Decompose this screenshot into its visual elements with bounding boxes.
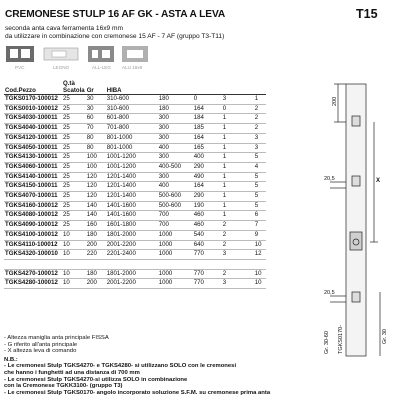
table-cell: TGKS4100-100012 bbox=[4, 230, 62, 240]
table-cell: 500-600 bbox=[158, 192, 193, 202]
table-cell: 160 bbox=[86, 221, 106, 231]
part-code-label: TGKS0170- bbox=[338, 324, 344, 354]
table-cell: 1 bbox=[222, 162, 254, 172]
table-cell bbox=[254, 259, 266, 269]
table-header-row bbox=[4, 80, 266, 95]
table-cell: 310-600 bbox=[106, 95, 158, 105]
table-cell: 164 bbox=[193, 133, 222, 143]
table-cell: 801-1000 bbox=[106, 133, 158, 143]
table-cell: 10 bbox=[62, 250, 86, 260]
table-cell: 1000 bbox=[158, 279, 193, 289]
table-cell: 10 bbox=[62, 240, 86, 250]
table-cell: 25 bbox=[62, 201, 86, 211]
table-cell: TGKS4280-100012 bbox=[4, 279, 62, 289]
table-cell: 1 bbox=[222, 172, 254, 182]
table-cell: 701-800 bbox=[106, 124, 158, 134]
table-cell: 1 bbox=[222, 182, 254, 192]
table-cell: 1401-1600 bbox=[106, 211, 158, 221]
table-cell: 5 bbox=[254, 182, 266, 192]
table-cell: 6 bbox=[254, 211, 266, 221]
table-row bbox=[4, 182, 266, 192]
page-title: CREMONESE STULP 16 AF GK - ASTA A LEVA bbox=[5, 9, 226, 20]
table-cell: 1201-1400 bbox=[106, 172, 158, 182]
table-cell: 200 bbox=[86, 240, 106, 250]
table-cell: 3 bbox=[254, 143, 266, 153]
subtitle-line-2: da utilizzare in combinazione con cremonese 15 AF - 7 AF (gruppo T3-T11) bbox=[5, 33, 225, 40]
dim-20-5-bottom: 20,5 bbox=[324, 290, 335, 296]
dim-x: X bbox=[376, 178, 381, 184]
table-cell: 700 bbox=[158, 211, 193, 221]
table-cell: 1 bbox=[222, 114, 254, 124]
icon-label-all-leg: ALL-LEG bbox=[92, 65, 111, 70]
note-line-3: - X altezza leva di comando bbox=[4, 348, 77, 355]
nb-heading: N.B.: bbox=[4, 356, 18, 363]
table-cell: 1 bbox=[222, 143, 254, 153]
table-row bbox=[4, 259, 266, 269]
table-cell: 5 bbox=[254, 172, 266, 182]
nb-line-2: - Le cremonesi Stulp TGKS4270-si utilizza SOLO in combinazione bbox=[4, 376, 188, 383]
table-row bbox=[4, 143, 266, 153]
table-cell: 1601-1800 bbox=[106, 221, 158, 231]
table-cell: 1000 bbox=[158, 250, 193, 260]
table-cell bbox=[106, 259, 158, 269]
table-cell: TGKS4050-100011 bbox=[4, 143, 62, 153]
col-header-7 bbox=[254, 80, 266, 95]
table-cell: 400 bbox=[158, 143, 193, 153]
table-cell: TGKS4270-100012 bbox=[4, 269, 62, 279]
table-cell: 25 bbox=[62, 172, 86, 182]
table-cell: 180 bbox=[158, 104, 193, 114]
dim-200: 200 bbox=[332, 96, 338, 106]
table-cell: 1201-1400 bbox=[106, 182, 158, 192]
table-row bbox=[4, 201, 266, 211]
table-cell: 10 bbox=[254, 240, 266, 250]
table-cell: 120 bbox=[86, 172, 106, 182]
pvc-profile-icon bbox=[6, 46, 34, 70]
table-row bbox=[4, 211, 266, 221]
table-cell: 1000 bbox=[158, 230, 193, 240]
icon-label-legno: LEGNO bbox=[53, 65, 70, 70]
table-cell bbox=[222, 259, 254, 269]
table-cell: 60 bbox=[86, 114, 106, 124]
nb-line-3: - Le cremonesi Stulp TGKS0170- angolo incorporato soluzione S.F.M. su cremonese prima anta bbox=[4, 389, 271, 396]
table-cell: 1401-1600 bbox=[106, 201, 158, 211]
aluminium-16x9-profile-icon bbox=[122, 46, 148, 70]
table-cell: 2 bbox=[254, 104, 266, 114]
table-cell: 700 bbox=[158, 221, 193, 231]
table-cell: 290 bbox=[193, 162, 222, 172]
table-cell: 300 bbox=[158, 133, 193, 143]
table-cell: 10 bbox=[254, 269, 266, 279]
table-row bbox=[4, 172, 266, 182]
table-row bbox=[4, 133, 266, 143]
table-cell: 1801-2000 bbox=[106, 269, 158, 279]
col-header-code: Cod.Pezzo bbox=[4, 80, 62, 95]
table-cell: 460 bbox=[193, 211, 222, 221]
table-cell: 2 bbox=[254, 124, 266, 134]
table-cell: TGKS4140-100011 bbox=[4, 172, 62, 182]
table-cell: 200 bbox=[86, 279, 106, 289]
product-table bbox=[4, 80, 266, 289]
table-cell: TGKS4080-100012 bbox=[4, 211, 62, 221]
table-cell bbox=[62, 259, 86, 269]
table-cell: TGKS0010-100012 bbox=[4, 104, 62, 114]
table-cell: 30 bbox=[86, 104, 106, 114]
table-cell: 164 bbox=[193, 104, 222, 114]
subtitle-line-1: seconda anta cava ferramenta 16x9 mm bbox=[5, 25, 124, 32]
drawing-svg bbox=[290, 82, 398, 360]
table-cell: 300 bbox=[158, 172, 193, 182]
table-cell: 1 bbox=[222, 124, 254, 134]
nb-line-1b: che hanno i funghetti ad una distanza di 700 mm bbox=[4, 369, 140, 376]
table-cell: 1 bbox=[254, 95, 266, 105]
table-cell: 220 bbox=[86, 250, 106, 260]
nb-line-1: - Le cremonesi Stulp TGKS4270- e TGKS4280- si utilizzano SOLO con le cremonesi bbox=[4, 363, 237, 370]
table-cell: TGKS4150-100011 bbox=[4, 182, 62, 192]
table-cell: 100 bbox=[86, 162, 106, 172]
table-cell: 25 bbox=[62, 124, 86, 134]
table-cell: 25 bbox=[62, 221, 86, 231]
table-cell: TGKS4060-100011 bbox=[4, 162, 62, 172]
table-cell: 184 bbox=[193, 114, 222, 124]
table-cell: 1 bbox=[222, 211, 254, 221]
table-cell: 180 bbox=[158, 95, 193, 105]
table-cell: 5 bbox=[254, 201, 266, 211]
table-cell: 2 bbox=[222, 221, 254, 231]
table-cell: 1000 bbox=[158, 240, 193, 250]
table-cell: 10 bbox=[254, 279, 266, 289]
table-row bbox=[4, 279, 266, 289]
table-row bbox=[4, 124, 266, 134]
table-cell: 2 bbox=[222, 240, 254, 250]
table-cell: 2001-2200 bbox=[106, 240, 158, 250]
table-cell: 30 bbox=[86, 95, 106, 105]
table-row bbox=[4, 269, 266, 279]
table-row bbox=[4, 104, 266, 114]
table-cell: 100 bbox=[86, 153, 106, 163]
table-cell: 25 bbox=[62, 182, 86, 192]
table-cell: 190 bbox=[193, 201, 222, 211]
table-cell: 25 bbox=[62, 192, 86, 202]
table-cell: 0 bbox=[193, 95, 222, 105]
table-cell: 25 bbox=[62, 104, 86, 114]
table-cell: 400 bbox=[158, 182, 193, 192]
table-cell: TGKS4040-100011 bbox=[4, 124, 62, 134]
table-cell: 540 bbox=[193, 230, 222, 240]
table-cell: 2001-2200 bbox=[106, 279, 158, 289]
table-cell: 2201-2400 bbox=[106, 250, 158, 260]
table-cell: 164 bbox=[193, 182, 222, 192]
table-row bbox=[4, 221, 266, 231]
table-cell: 70 bbox=[86, 124, 106, 134]
catalog-group-code: T15 bbox=[356, 7, 378, 21]
table-cell: TGKS4110-100012 bbox=[4, 240, 62, 250]
icon-label-pvc: PVC bbox=[15, 65, 25, 70]
table-cell: 400 bbox=[193, 153, 222, 163]
table-cell: 1801-2000 bbox=[106, 230, 158, 240]
table-cell: 25 bbox=[62, 133, 86, 143]
col-header-qty: Q.tà Scatola bbox=[63, 80, 85, 94]
table-cell: 1001-1200 bbox=[106, 162, 158, 172]
table-cell: 25 bbox=[62, 211, 86, 221]
table-cell: 165 bbox=[193, 143, 222, 153]
table-cell: 1000 bbox=[158, 269, 193, 279]
dim-gr-30-60: Gr. 30-60 bbox=[324, 331, 330, 354]
table-cell: TGKS4030-100011 bbox=[4, 114, 62, 124]
table-cell: 25 bbox=[62, 95, 86, 105]
table-cell: 300 bbox=[158, 124, 193, 134]
note-line-1: - Altezza maniglia anta principale FISSA bbox=[4, 335, 109, 341]
icon-label-alu: ALU 16x9 bbox=[122, 65, 143, 70]
table-cell: 4 bbox=[254, 162, 266, 172]
table-cell: 25 bbox=[62, 162, 86, 172]
table-cell: TGKS4130-100011 bbox=[4, 153, 62, 163]
table-cell: 1 bbox=[222, 133, 254, 143]
table-cell: 180 bbox=[86, 230, 106, 240]
table-cell: 310-600 bbox=[106, 104, 158, 114]
table-cell: 770 bbox=[193, 250, 222, 260]
table-cell: 2 bbox=[222, 269, 254, 279]
profile-icons bbox=[4, 44, 164, 71]
dim-gr: Gr. 30 bbox=[382, 329, 388, 344]
col-header-gr: Gr bbox=[86, 80, 106, 95]
table-cell bbox=[86, 259, 106, 269]
table-row bbox=[4, 153, 266, 163]
table-cell: TGKS4160-100012 bbox=[4, 201, 62, 211]
table-row bbox=[4, 250, 266, 260]
table-cell: 300 bbox=[158, 114, 193, 124]
notes-block bbox=[4, 335, 270, 396]
profile-icons-svg bbox=[4, 44, 164, 71]
table-cell: 300 bbox=[158, 153, 193, 163]
table-cell: 5 bbox=[254, 192, 266, 202]
table-cell: 490 bbox=[193, 172, 222, 182]
table-cell: 25 bbox=[62, 114, 86, 124]
table-cell: 400-500 bbox=[158, 162, 193, 172]
table-cell: 1001-1200 bbox=[106, 153, 158, 163]
table-cell: 460 bbox=[193, 221, 222, 231]
table-cell: 140 bbox=[86, 201, 106, 211]
table-cell: 770 bbox=[193, 279, 222, 289]
table-cell: 120 bbox=[86, 182, 106, 192]
table-cell: 120 bbox=[86, 192, 106, 202]
table-cell: TGKS4090-100012 bbox=[4, 221, 62, 231]
table-cell: TGKS4320-100010 bbox=[4, 250, 62, 260]
table-cell: 10 bbox=[62, 269, 86, 279]
table-cell: 290 bbox=[193, 192, 222, 202]
table-cell: 801-1000 bbox=[106, 143, 158, 153]
table-cell: 0 bbox=[222, 104, 254, 114]
table-cell: 601-800 bbox=[106, 114, 158, 124]
table-row bbox=[4, 230, 266, 240]
table-cell: 12 bbox=[254, 250, 266, 260]
table-row bbox=[4, 192, 266, 202]
table-cell: 140 bbox=[86, 211, 106, 221]
table-row bbox=[4, 95, 266, 105]
table-cell: 3 bbox=[222, 250, 254, 260]
table-cell: TGKS4120-100011 bbox=[4, 133, 62, 143]
table-cell: 10 bbox=[62, 230, 86, 240]
col-header-5 bbox=[193, 80, 222, 95]
table-cell: 3 bbox=[254, 133, 266, 143]
table-row bbox=[4, 162, 266, 172]
table-cell: TGKS0170-100012 bbox=[4, 95, 62, 105]
table-cell: 3 bbox=[222, 95, 254, 105]
table-cell: 10 bbox=[62, 279, 86, 289]
table-row bbox=[4, 114, 266, 124]
table-cell: 770 bbox=[193, 269, 222, 279]
nb-line-2b: con la Cremonese TGKK3100- (gruppo T3) bbox=[4, 383, 123, 390]
table-cell: 500-600 bbox=[158, 201, 193, 211]
col-header-4 bbox=[158, 80, 193, 95]
table-cell: 25 bbox=[62, 143, 86, 153]
table-cell: 80 bbox=[86, 133, 106, 143]
dim-20-5-top: 20,5 bbox=[324, 176, 335, 182]
wood-profile-icon bbox=[44, 48, 78, 70]
table-cell: 25 bbox=[62, 153, 86, 163]
table-cell bbox=[158, 259, 193, 269]
table-cell: TGKS4070-100011 bbox=[4, 192, 62, 202]
table-cell: 3 bbox=[222, 279, 254, 289]
table-cell: 2 bbox=[222, 230, 254, 240]
table-cell: 80 bbox=[86, 143, 106, 153]
table-cell: 7 bbox=[254, 221, 266, 231]
col-header-6 bbox=[222, 80, 254, 95]
table-row bbox=[4, 240, 266, 250]
table-cell: 9 bbox=[254, 230, 266, 240]
table-cell: 1 bbox=[222, 153, 254, 163]
table-cell: 2 bbox=[254, 114, 266, 124]
aluminium-profile-icon bbox=[88, 46, 114, 70]
table-cell: 1 bbox=[222, 192, 254, 202]
table-cell: 1201-1400 bbox=[106, 192, 158, 202]
col-header-hiba: HIBA bbox=[106, 80, 158, 95]
table-cell bbox=[193, 259, 222, 269]
table-cell bbox=[4, 259, 62, 269]
table-body bbox=[4, 95, 266, 289]
table-cell: 1 bbox=[222, 201, 254, 211]
table-cell: 185 bbox=[193, 124, 222, 134]
table-cell: 640 bbox=[193, 240, 222, 250]
table-cell: 5 bbox=[254, 153, 266, 163]
technical-drawing bbox=[290, 82, 398, 360]
note-line-2: - G riferito all'anta principale bbox=[4, 341, 78, 348]
table-cell: 180 bbox=[86, 269, 106, 279]
